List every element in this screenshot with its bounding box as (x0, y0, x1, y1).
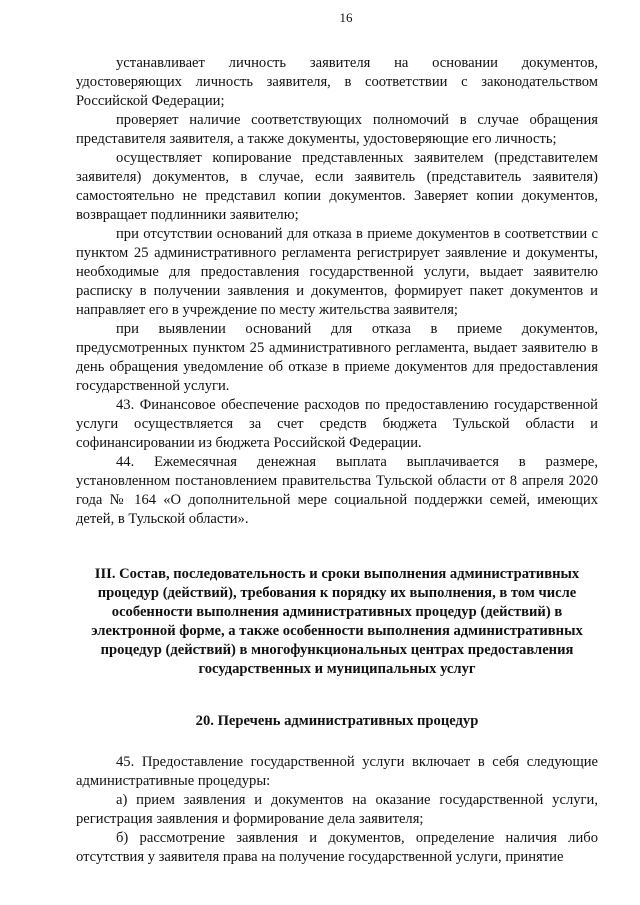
section-heading-line: процедур (действий) в многофункциональных центрах предоставления (100, 642, 574, 658)
paragraph: б) рассмотрение заявления и документов, определение наличия либо отсутствия у заявителя права на получение государственной услуги, принятие (76, 830, 598, 865)
paragraph: а) прием заявления и документов на оказание государственной услуги, регистрация заявления и формирование дела заявителя; (76, 792, 598, 827)
section-heading-line: электронной форме, а также особенности выполнения административных (91, 623, 583, 639)
section-heading-line: особенности выполнения административных процедур (действий) в (111, 604, 563, 620)
paragraph: 45. Предоставление государственной услуги включает в себя следующие административные процедуры: (76, 754, 598, 789)
paragraph: проверяет наличие соответствующих полномочий в случае обращения представителя заявителя, а также документы, удостоверяющие его личность; (76, 112, 598, 147)
section-heading (76, 565, 598, 679)
paragraph: 43. Финансовое обеспечение расходов по предоставлению государственной услуги осуществляется за счет средств бюджета Тульской области и софинансировании из бюджета Российской Федерации. (76, 397, 598, 451)
subsection-heading: 20. Перечень административных процедур (195, 713, 479, 729)
paragraph: устанавливает личность заявителя на основании документов, удостоверяющих личность заявителя, в соответствии с законодательством Российской Федерации; (76, 55, 598, 109)
paragraph: осуществляет копирование представленных заявителем (представителем заявителя) документов, в случае, если заявитель (представитель заявителя) самостоятельно не представил копии документов. Заверяет копии документов, возвращает подлинники заявителю; (76, 150, 598, 223)
paragraph: при выявлении оснований для отказа в приеме документов, предусмотренных пунктом 25 административного регламента, выдает заявителю в день обращения уведомление об отказе в приеме документов для предоставления государственной услуги. (76, 321, 598, 394)
section-heading-line: III. Состав, последовательность и сроки выполнения административных (94, 566, 580, 582)
section-heading-line: процедур (действий), требования к порядку их выполнения, в том числе (97, 585, 577, 601)
paragraph: 44. Ежемесячная денежная выплата выплачивается в размере, установленном постановлением правительства Тульской области от 8 апреля 2020 года № 164 «О дополнительной мере социальной поддержки семей, имеющих детей, в Тульской области». (76, 454, 598, 527)
section-heading-line: государственных и муниципальных услуг (198, 661, 476, 677)
page-number: 16 (339, 10, 353, 25)
paragraph: при отсутствии оснований для отказа в приеме документов в соответствии с пунктом 25 административного регламента регистрирует заявление и документы, необходимые для предоставления государственной услуги, выдает заявителю расписку в получении заявления и документов, формирует пакет документов и направляет его в учреждение по месту жительства заявителя; (76, 226, 598, 318)
